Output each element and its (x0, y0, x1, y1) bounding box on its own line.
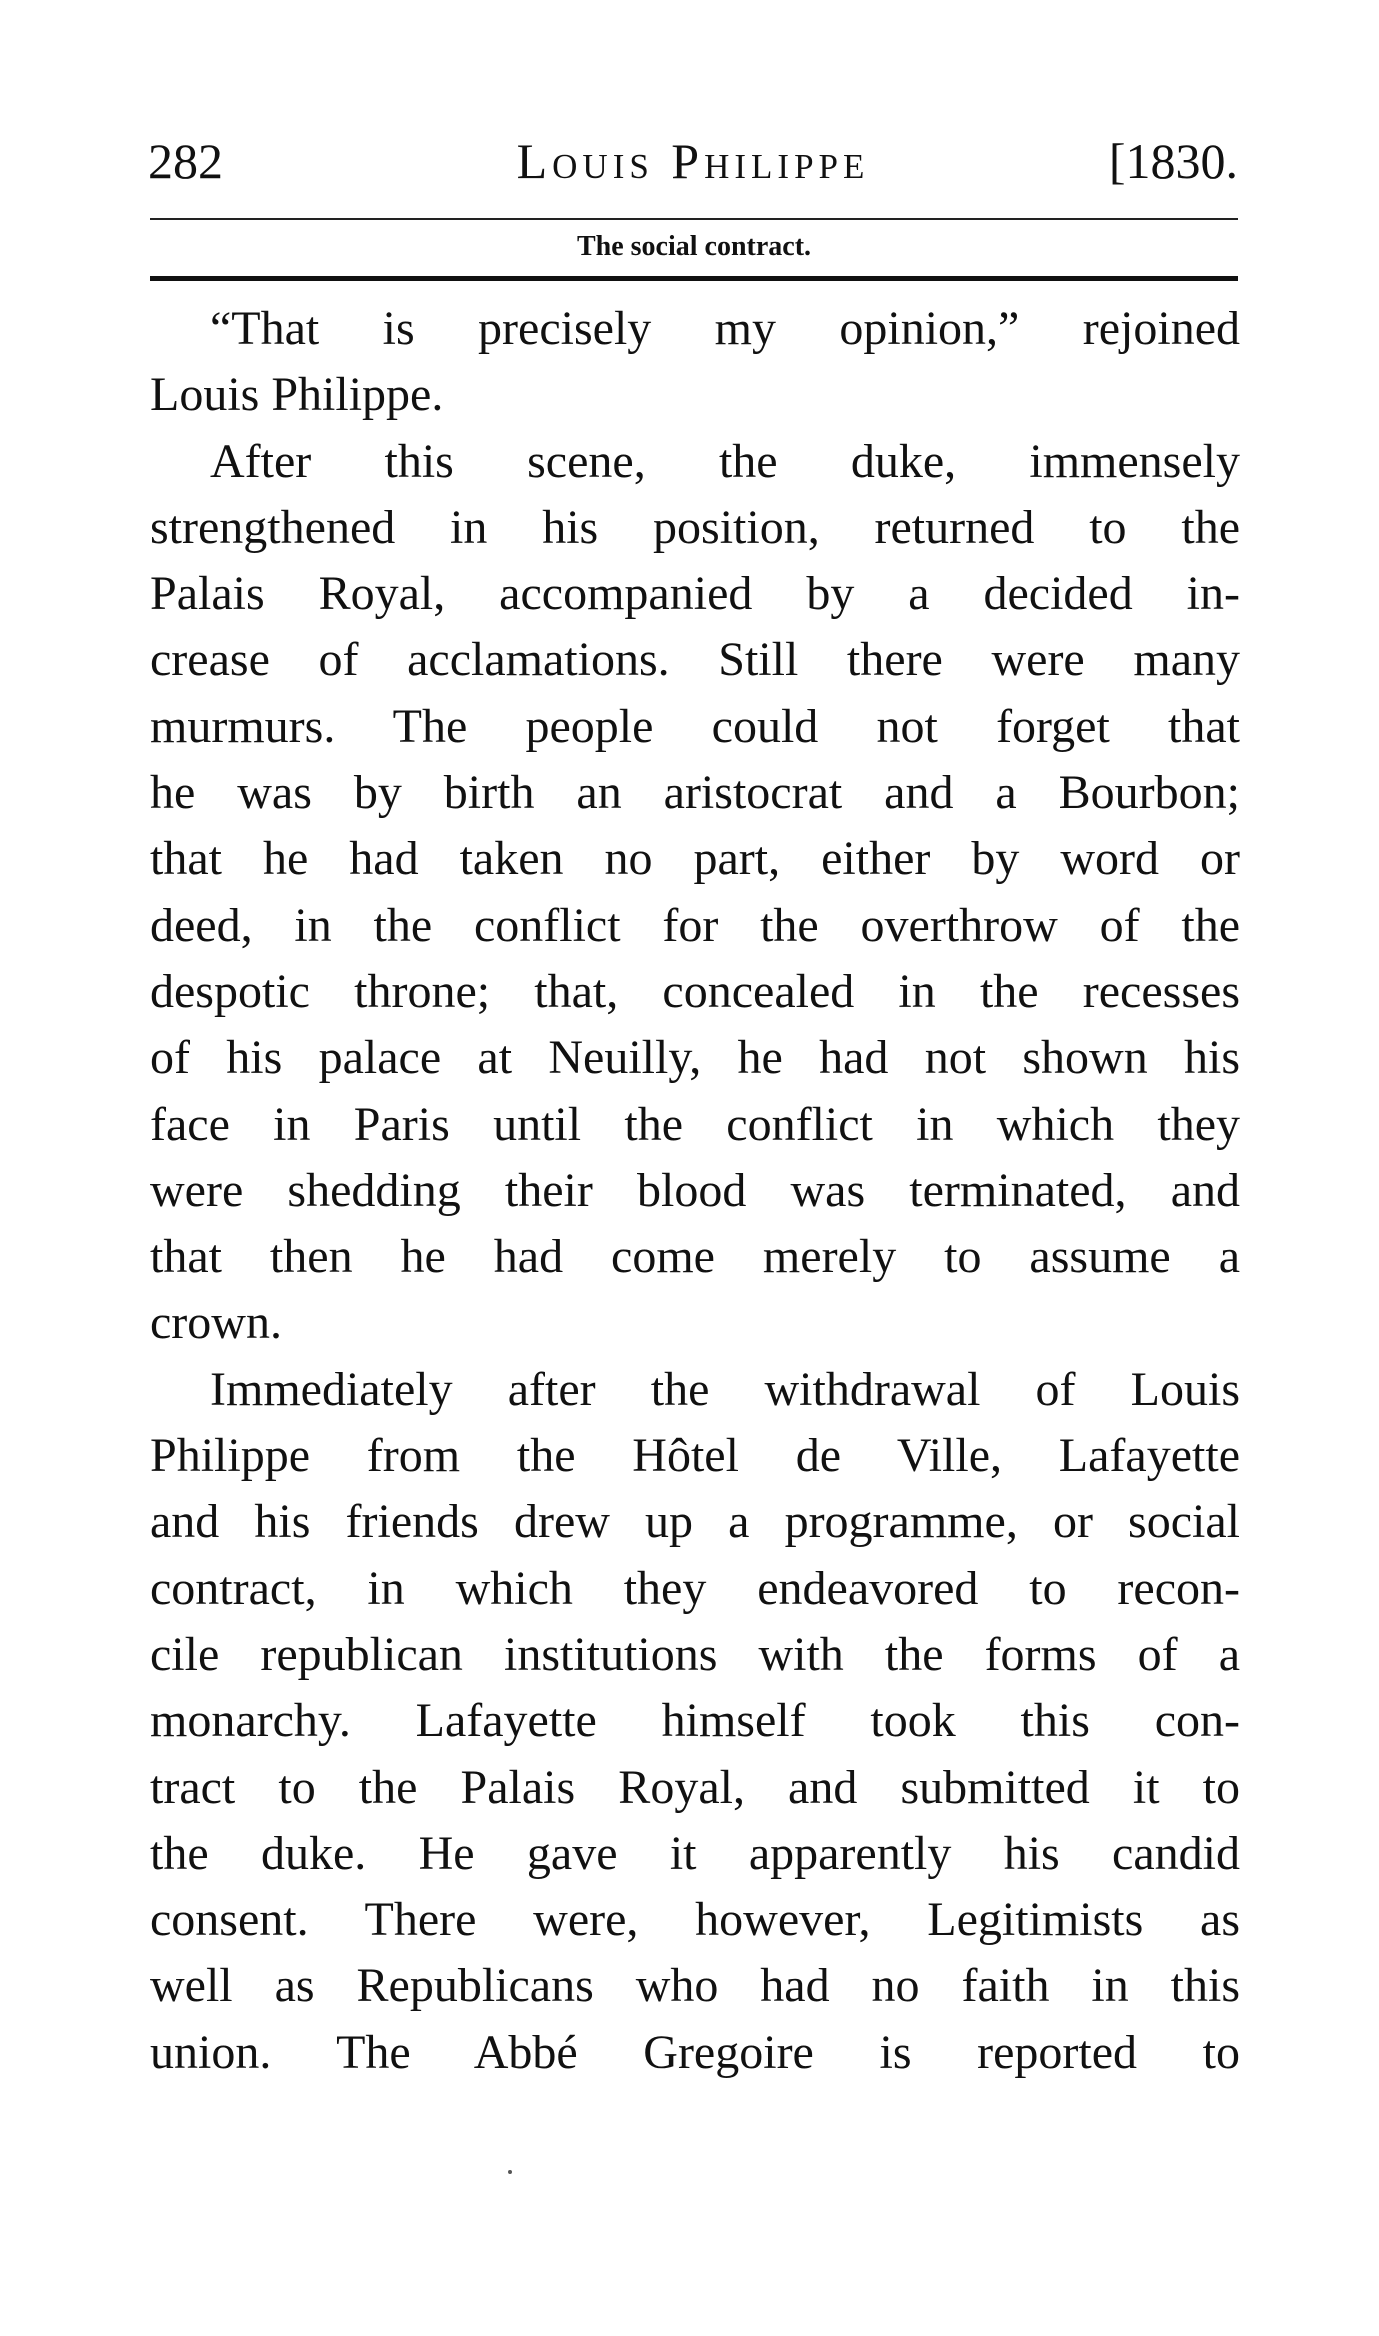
header-year: [1830. (1108, 133, 1238, 189)
text-line: murmurs. The people could not forget that (150, 699, 1240, 753)
text-line: the duke. He gave it apparently his candid (150, 1826, 1240, 1880)
text-line: cile republican institutions with the forms of a (150, 1627, 1240, 1681)
ink-speck (508, 2170, 512, 2174)
text-line: After this scene, the duke, immensely (210, 434, 1240, 488)
section-subtitle: The social contract. (576, 231, 812, 262)
header-rule-bottom (150, 276, 1238, 281)
text-line: he was by birth an aristocrat and a Bourbon; (150, 766, 1240, 820)
page-number: 282 (148, 133, 223, 189)
text-line: consent. There were, however, Legitimists as (150, 1893, 1240, 1947)
text-line: that then he had come merely to assume a (150, 1230, 1240, 1284)
text-line: Immediately after the withdrawal of Louis (210, 1362, 1240, 1416)
text-line: strengthened in his position, returned to the (150, 500, 1240, 554)
text-line: well as Republicans who had no faith in this (150, 1959, 1240, 2013)
body-text (150, 296, 1240, 2086)
header-rule-top (150, 218, 1238, 220)
text-line: despotic throne; that, concealed in the recesses (150, 964, 1240, 1018)
text-line: crease of acclamations. Still there were many (150, 633, 1240, 687)
text-line: Philippe from the Hôtel de Ville, Lafayette (150, 1429, 1240, 1483)
text-line: deed, in the conflict for the overthrow of the (150, 898, 1240, 952)
text-line: contract, in which they endeavored to recon- (150, 1561, 1240, 1615)
page-header (148, 125, 1238, 197)
text-line: face in Paris until the conflict in which they (150, 1097, 1240, 1151)
text-line: Palais Royal, accompanied by a decided in- (150, 567, 1240, 621)
text-line: crown. (150, 1296, 282, 1350)
text-line: that he had taken no part, either by word or (150, 832, 1240, 886)
text-line: and his friends drew up a programme, or social (150, 1495, 1240, 1549)
text-line: “That is precisely my opinion,” rejoined (210, 302, 1240, 355)
text-line: union. The Abbé Gregoire is reported to (150, 2025, 1240, 2079)
text-line: of his palace at Neuilly, he had not shown his (150, 1031, 1240, 1085)
text-line: were shedding their blood was terminated, and (150, 1163, 1240, 1217)
running-title: Louis Philippe (516, 133, 870, 189)
text-line: Louis Philippe. (150, 368, 444, 422)
text-line: monarchy. Lafayette himself took this con- (150, 1694, 1240, 1748)
text-line: tract to the Palais Royal, and submitted it to (150, 1760, 1240, 1814)
